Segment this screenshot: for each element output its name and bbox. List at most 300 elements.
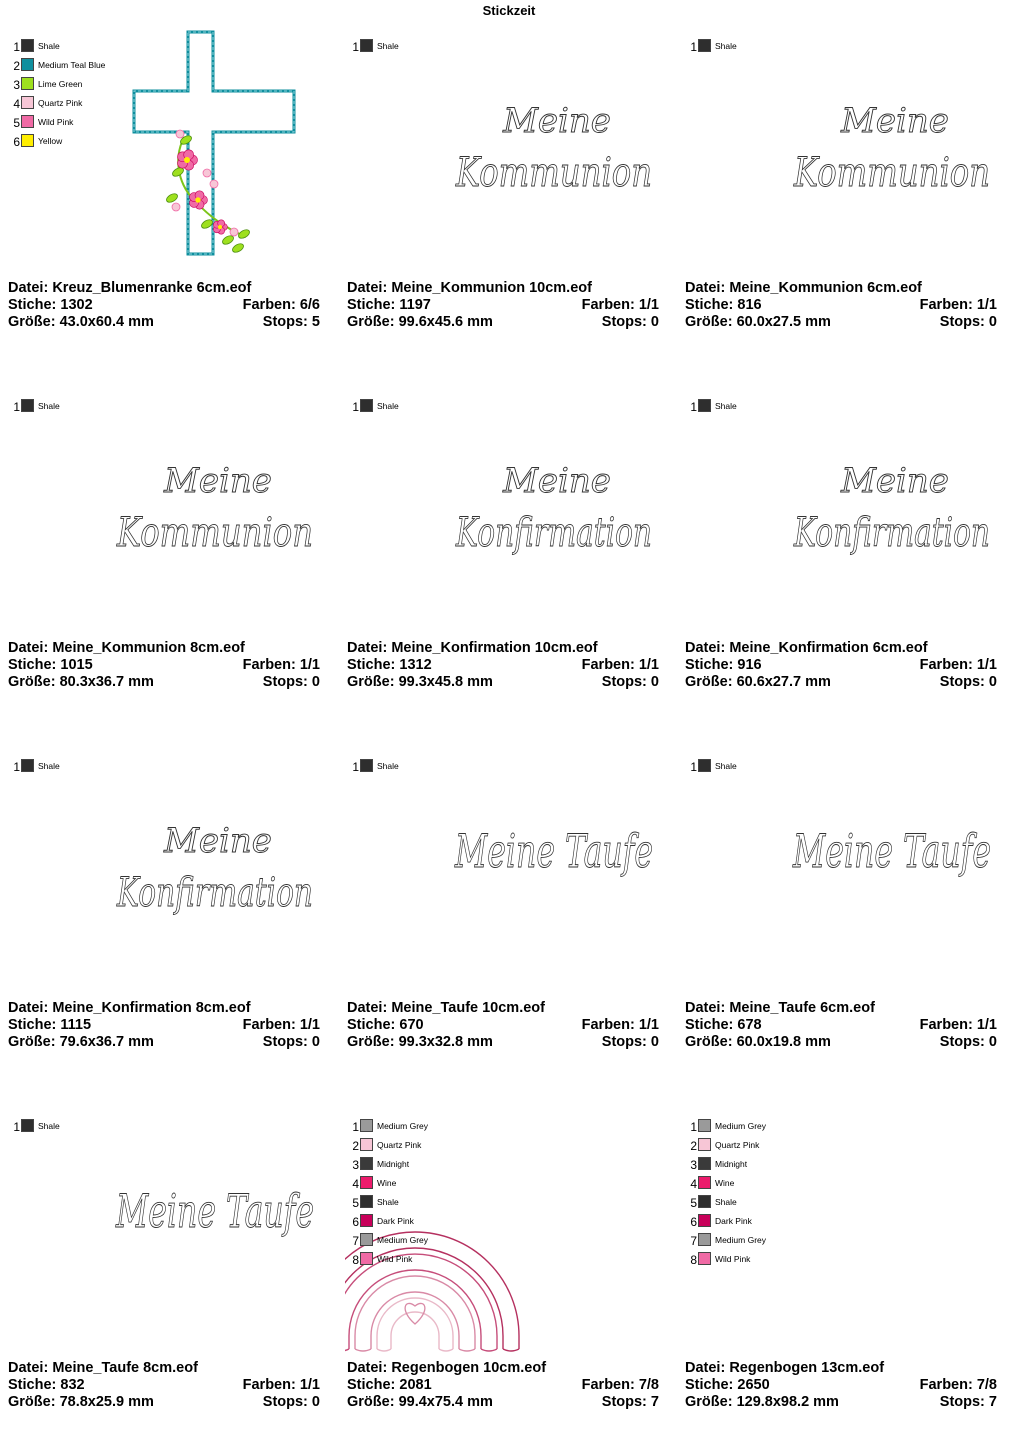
design-info: [8, 1360, 320, 1411]
stop-count-field: [602, 1394, 659, 1410]
stop-count-value: 7: [988, 1394, 997, 1410]
file-name-field: [347, 1360, 546, 1376]
stitch-count-value: 678: [737, 1017, 762, 1033]
stop-count-label: Stops:: [262, 1034, 308, 1050]
color-count-field: [582, 1377, 659, 1393]
thread-name: Shale: [715, 41, 737, 51]
thread-number: 3: [13, 78, 20, 92]
info-row: [347, 657, 659, 674]
design-info: [347, 640, 659, 691]
stitch-count-field: [8, 297, 93, 313]
stop-count-label: Stops:: [601, 674, 647, 690]
design-size-value: 80.3x36.7 mm: [59, 674, 154, 690]
color-count-field: [243, 297, 320, 313]
thread-name: Shale: [38, 1121, 60, 1131]
color-count-field: [582, 1017, 659, 1033]
design-card: [345, 372, 663, 730]
design-card: [683, 12, 1001, 370]
thread-number: 6: [352, 1215, 359, 1229]
stop-count-field: [263, 314, 320, 330]
art-line: Meine Taufe: [115, 1184, 314, 1238]
thread-number: 5: [352, 1196, 359, 1210]
stop-count-field: [602, 1034, 659, 1050]
info-row: [8, 297, 320, 314]
thread-name: Medium Grey: [715, 1121, 767, 1131]
lettering-art: [455, 101, 652, 196]
lettering-art: [455, 461, 652, 556]
thread-name: Quartz Pink: [377, 1140, 422, 1150]
design-size-field: [685, 1034, 831, 1050]
thread-swatch: [698, 759, 711, 772]
info-row: [685, 674, 997, 691]
stop-count-field: [263, 1034, 320, 1050]
file-name-value: Meine_Konfirmation 10cm.eof: [391, 640, 598, 656]
thread-name: Midnight: [377, 1159, 410, 1169]
thread-swatch: [698, 1214, 711, 1227]
design-info: [685, 640, 997, 691]
stitch-count-value: 1197: [399, 297, 431, 313]
info-row: [685, 657, 997, 674]
stitch-count-value: 1115: [60, 1017, 92, 1033]
thread-name: Shale: [715, 1197, 737, 1207]
file-name-field: [8, 640, 245, 656]
thread-name: Shale: [715, 401, 737, 411]
stop-count-label: Stops:: [262, 674, 308, 690]
color-count-label: Farben:: [581, 1377, 635, 1393]
design-card: [6, 1092, 324, 1450]
file-name-field: [685, 1360, 884, 1376]
design-info: [8, 280, 320, 331]
thread-number: 2: [690, 1139, 697, 1153]
info-row: [685, 1034, 997, 1051]
stitch-count-value: 832: [60, 1377, 85, 1393]
lettering-art: [115, 1184, 314, 1238]
color-count-value: 1/1: [299, 1017, 320, 1033]
lettering-art: [793, 461, 990, 556]
thread-number: 4: [352, 1177, 359, 1191]
color-count-value: 1/1: [638, 657, 659, 673]
file-name-label: Datei:: [685, 1360, 726, 1376]
file-name-field: [347, 280, 592, 296]
color-count-field: [920, 657, 997, 673]
info-row: [347, 674, 659, 691]
thread-swatch: [21, 77, 34, 90]
color-count-value: 1/1: [299, 1377, 320, 1393]
file-name-field: [685, 1000, 875, 1016]
lettering-art: [116, 461, 313, 556]
file-name-label: Datei:: [685, 1000, 726, 1016]
file-name-label: Datei:: [685, 280, 726, 296]
info-row: [8, 280, 320, 297]
stitch-count-label: Stiche:: [685, 1377, 734, 1393]
design-preview: [345, 732, 663, 992]
color-count-field: [920, 1377, 997, 1393]
stop-count-value: 0: [311, 1034, 320, 1050]
art-line: Kommunion: [793, 150, 990, 196]
design-size-label: Größe:: [685, 1394, 733, 1410]
design-size-field: [8, 1034, 154, 1050]
color-count-value: 7/8: [976, 1377, 997, 1393]
thread-number: 6: [13, 135, 20, 149]
art-line: Kommunion: [116, 510, 314, 556]
design-info: [8, 640, 320, 691]
art-line: Meine: [503, 461, 611, 501]
stitch-count-value: 2650: [737, 1377, 770, 1393]
lettering-art: [116, 821, 313, 916]
color-count-label: Farben:: [242, 1377, 296, 1393]
thread-swatch: [698, 1195, 711, 1208]
stitch-count-field: [8, 657, 93, 673]
thread-name: Shale: [38, 761, 60, 771]
art-line: Meine Taufe: [792, 824, 991, 878]
art-line: Meine: [841, 101, 949, 141]
info-row: [347, 1000, 659, 1017]
design-card: [345, 1092, 663, 1450]
file-name-value: Regenbogen 13cm.eof: [729, 1360, 885, 1376]
color-count-field: [243, 657, 320, 673]
stop-count-value: 5: [311, 314, 320, 330]
thread-swatch: [698, 1252, 711, 1265]
color-count-value: 1/1: [976, 297, 997, 313]
file-name-field: [685, 280, 922, 296]
file-name-value: Meine_Konfirmation 8cm.eof: [52, 1000, 251, 1016]
file-name-label: Datei:: [8, 1360, 49, 1376]
thread-name: Shale: [715, 761, 737, 771]
stitch-count-value: 1015: [60, 657, 93, 673]
design-size-value: 60.6x27.7 mm: [736, 674, 831, 690]
design-size-field: [347, 674, 493, 690]
design-card: [683, 732, 1001, 1090]
info-row: [8, 1360, 320, 1377]
info-row: [347, 314, 659, 331]
stop-count-label: Stops:: [939, 314, 985, 330]
stop-count-value: 0: [988, 1034, 997, 1050]
design-info: [347, 1360, 659, 1411]
info-row: [685, 297, 997, 314]
stop-count-value: 0: [988, 674, 997, 690]
info-row: [8, 674, 320, 691]
stop-count-label: Stops:: [262, 314, 308, 330]
design-size-field: [685, 674, 831, 690]
stop-count-value: 0: [311, 1394, 320, 1410]
stop-count-field: [940, 1394, 997, 1410]
design-size-value: 99.4x75.4 mm: [398, 1394, 493, 1410]
design-size-label: Größe:: [8, 674, 56, 690]
thread-swatch: [698, 39, 711, 52]
stitch-count-field: [685, 657, 762, 673]
design-card: [683, 372, 1001, 730]
design-info: [685, 1360, 997, 1411]
info-row: [685, 280, 997, 297]
design-size-value: 78.8x25.9 mm: [59, 1394, 154, 1410]
thread-number: 4: [13, 97, 20, 111]
file-name-value: Meine_Kommunion 8cm.eof: [52, 640, 245, 656]
thread-name: Shale: [377, 761, 399, 771]
thread-name: Medium Teal Blue: [38, 60, 106, 70]
design-size-label: Größe:: [347, 1394, 395, 1410]
thread-number: 1: [13, 760, 20, 774]
art-line: Konfirmation: [793, 510, 990, 556]
thread-name: Medium Grey: [715, 1235, 767, 1245]
info-row: [8, 1034, 320, 1051]
thread-number: 1: [13, 400, 20, 414]
file-name-label: Datei:: [8, 640, 49, 656]
thread-number: 8: [352, 1253, 359, 1267]
design-size-label: Größe:: [347, 1034, 395, 1050]
art-line: Meine: [503, 101, 611, 141]
design-card: [6, 12, 324, 370]
thread-swatch: [698, 1233, 711, 1246]
stop-count-label: Stops:: [601, 314, 647, 330]
stop-count-value: 0: [650, 314, 659, 330]
stop-count-value: 0: [988, 314, 997, 330]
stop-count-label: Stops:: [601, 1034, 647, 1050]
design-size-field: [8, 674, 154, 690]
design-preview: [683, 12, 1001, 272]
thread-swatch: [360, 1214, 373, 1227]
info-row: [347, 297, 659, 314]
thread-name: Quartz Pink: [38, 98, 83, 108]
stitch-count-label: Stiche:: [8, 657, 57, 673]
info-row: [8, 314, 320, 331]
thread-number: 3: [352, 1158, 359, 1172]
design-size-value: 60.0x19.8 mm: [736, 1034, 831, 1050]
stitch-count-value: 670: [399, 1017, 424, 1033]
info-row: [347, 280, 659, 297]
thread-number: 1: [690, 760, 697, 774]
stitch-count-value: 916: [737, 657, 762, 673]
thread-swatch: [698, 1176, 711, 1189]
design-card: [6, 732, 324, 1090]
design-size-field: [685, 1394, 839, 1410]
file-name-value: Meine_Konfirmation 6cm.eof: [729, 640, 928, 656]
design-preview: [345, 372, 663, 632]
thread-swatch: [360, 39, 373, 52]
design-size-field: [685, 314, 831, 330]
design-card: [345, 732, 663, 1090]
color-count-value: 1/1: [976, 1017, 997, 1033]
page-title: Stickzeit: [482, 3, 536, 18]
info-row: [347, 1360, 659, 1377]
art-line: Meine: [164, 461, 272, 501]
thread-name: Shale: [377, 41, 399, 51]
color-count-value: 1/1: [299, 657, 320, 673]
info-row: [685, 1394, 997, 1411]
file-name-label: Datei:: [347, 280, 388, 296]
design-size-value: 99.3x45.8 mm: [398, 674, 493, 690]
stop-count-label: Stops:: [601, 1394, 647, 1410]
art-line: Meine Taufe: [454, 824, 653, 878]
stop-count-field: [602, 674, 659, 690]
color-count-label: Farben:: [581, 297, 635, 313]
stop-count-field: [940, 314, 997, 330]
thread-name: Dark Pink: [715, 1216, 752, 1226]
design-size-field: [8, 1394, 154, 1410]
design-size-value: 129.8x98.2 mm: [736, 1394, 839, 1410]
info-row: [685, 1017, 997, 1034]
stop-count-label: Stops:: [939, 1394, 985, 1410]
thread-swatch: [21, 134, 34, 147]
thread-number: 1: [352, 40, 359, 54]
stitch-count-label: Stiche:: [8, 297, 57, 313]
file-name-label: Datei:: [8, 280, 49, 296]
thread-swatch: [21, 1119, 34, 1132]
stitch-count-label: Stiche:: [8, 1377, 57, 1393]
color-count-label: Farben:: [581, 657, 635, 673]
design-size-value: 99.3x32.8 mm: [398, 1034, 493, 1050]
thread-number: 7: [690, 1234, 697, 1248]
lettering-art: [792, 824, 991, 878]
design-size-label: Größe:: [685, 1034, 733, 1050]
color-count-label: Farben:: [242, 657, 296, 673]
thread-swatch: [360, 759, 373, 772]
design-size-label: Größe:: [685, 674, 733, 690]
stitch-count-label: Stiche:: [685, 297, 734, 313]
thread-number: 6: [690, 1215, 697, 1229]
design-preview: [683, 372, 1001, 632]
design-info: [347, 280, 659, 331]
stop-count-value: 0: [650, 674, 659, 690]
thread-name: Medium Grey: [377, 1121, 429, 1131]
design-size-value: 79.6x36.7 mm: [59, 1034, 154, 1050]
thread-name: Wild Pink: [377, 1254, 413, 1264]
thread-number: 7: [352, 1234, 359, 1248]
color-count-value: 1/1: [976, 657, 997, 673]
stop-count-label: Stops:: [939, 674, 985, 690]
design-preview: [345, 12, 663, 272]
design-info: [8, 1000, 320, 1051]
thread-swatch: [21, 115, 34, 128]
art-line: Meine: [841, 461, 949, 501]
info-row: [685, 314, 997, 331]
info-row: [347, 1034, 659, 1051]
design-preview: [6, 732, 324, 992]
color-count-label: Farben:: [919, 1017, 973, 1033]
color-count-value: 1/1: [638, 1017, 659, 1033]
design-info: [685, 280, 997, 331]
design-size-label: Größe:: [347, 674, 395, 690]
thread-swatch: [698, 1157, 711, 1170]
thread-swatch: [698, 1138, 711, 1151]
stitch-count-label: Stiche:: [685, 1017, 734, 1033]
thread-name: Wild Pink: [38, 117, 74, 127]
info-row: [8, 1377, 320, 1394]
thread-swatch: [21, 759, 34, 772]
color-count-field: [920, 1017, 997, 1033]
file-name-field: [347, 640, 598, 656]
file-name-value: Meine_Taufe 8cm.eof: [52, 1360, 198, 1376]
design-info: [347, 1000, 659, 1051]
file-name-value: Meine_Taufe 10cm.eof: [391, 1000, 545, 1016]
thread-number: 3: [690, 1158, 697, 1172]
design-size-label: Größe:: [8, 1394, 56, 1410]
file-name-value: Kreuz_Blumenranke 6cm.eof: [52, 280, 252, 296]
thread-number: 4: [690, 1177, 697, 1191]
thread-name: Dark Pink: [377, 1216, 414, 1226]
thread-number: 1: [352, 1120, 359, 1134]
design-info: [685, 1000, 997, 1051]
stitch-count-value: 2081: [399, 1377, 432, 1393]
stitch-count-label: Stiche:: [347, 657, 396, 673]
stitch-count-field: [347, 1017, 424, 1033]
stitch-count-field: [8, 1017, 91, 1033]
rainbow-art: [345, 1232, 519, 1351]
thread-swatch: [360, 1176, 373, 1189]
info-row: [685, 1377, 997, 1394]
info-row: [8, 1394, 320, 1411]
stitch-count-label: Stiche:: [347, 297, 396, 313]
thread-swatch: [360, 399, 373, 412]
info-row: [8, 1000, 320, 1017]
design-preview: [6, 372, 324, 632]
file-name-value: Meine_Taufe 6cm.eof: [729, 1000, 875, 1016]
thread-number: 1: [13, 40, 20, 54]
info-row: [685, 1360, 997, 1377]
thread-swatch: [360, 1138, 373, 1151]
stop-count-field: [940, 674, 997, 690]
info-row: [8, 1017, 320, 1034]
file-name-label: Datei:: [8, 1000, 49, 1016]
design-preview: [6, 1092, 324, 1352]
color-count-field: [582, 657, 659, 673]
color-count-label: Farben:: [242, 297, 296, 313]
design-card: [683, 1092, 1001, 1450]
thread-number: 1: [352, 400, 359, 414]
thread-number: 1: [690, 40, 697, 54]
stop-count-value: 0: [311, 674, 320, 690]
thread-swatch: [698, 1119, 711, 1132]
thread-swatch: [21, 58, 34, 71]
stitch-count-field: [685, 1377, 770, 1393]
file-name-label: Datei:: [347, 1360, 388, 1376]
file-name-field: [685, 640, 928, 656]
stop-count-value: 7: [650, 1394, 659, 1410]
thread-swatch: [21, 96, 34, 109]
stop-count-value: 0: [650, 1034, 659, 1050]
color-count-value: 1/1: [638, 297, 659, 313]
thread-number: 1: [690, 400, 697, 414]
stitch-count-field: [685, 297, 762, 313]
design-size-value: 60.0x27.5 mm: [736, 314, 831, 330]
color-count-label: Farben:: [242, 1017, 296, 1033]
color-count-field: [243, 1017, 320, 1033]
art-line: Konfirmation: [455, 510, 652, 556]
stitch-count-field: [8, 1377, 85, 1393]
file-name-value: Regenbogen 10cm.eof: [391, 1360, 547, 1376]
thread-name: Wine: [715, 1178, 735, 1188]
stop-count-label: Stops:: [939, 1034, 985, 1050]
stop-count-field: [263, 1394, 320, 1410]
thread-number: 1: [352, 760, 359, 774]
stitch-count-label: Stiche:: [685, 657, 734, 673]
design-size-label: Größe:: [685, 314, 733, 330]
thread-name: Midnight: [715, 1159, 748, 1169]
thread-swatch: [21, 399, 34, 412]
lettering-art: [793, 101, 990, 196]
stitch-count-field: [347, 297, 431, 313]
file-name-label: Datei:: [685, 640, 726, 656]
art-line: Kommunion: [455, 150, 652, 196]
thread-name: Yellow: [38, 136, 63, 146]
color-count-field: [243, 1377, 320, 1393]
thread-name: Lime Green: [38, 79, 83, 89]
file-name-field: [8, 280, 251, 296]
thread-number: 2: [13, 59, 20, 73]
color-count-field: [920, 297, 997, 313]
color-count-label: Farben:: [919, 1377, 973, 1393]
color-count-value: 6/6: [299, 297, 320, 313]
thread-name: Medium Grey: [377, 1235, 429, 1245]
